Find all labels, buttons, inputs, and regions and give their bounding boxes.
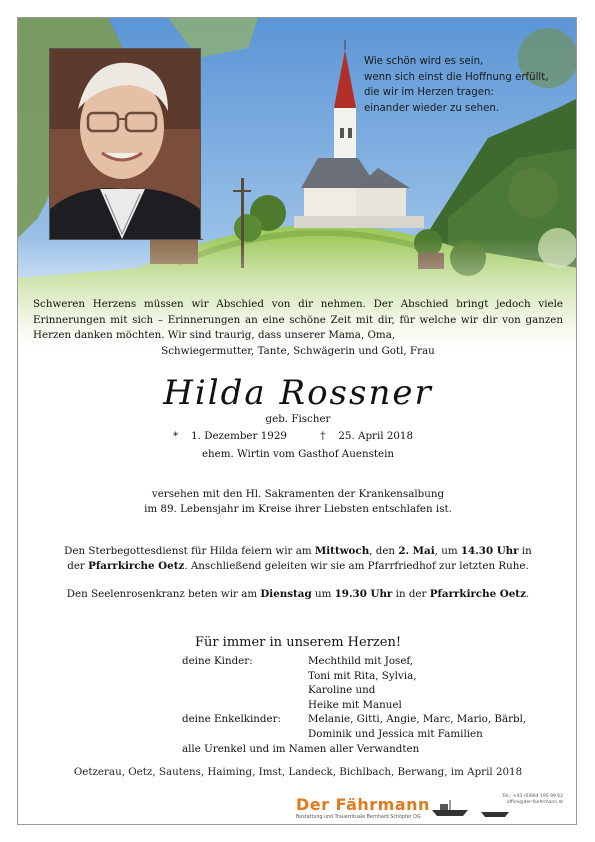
rosary-line: Den Seelenrosenkranz beten wir am Dienstag um 19.30 Uhr in der Pfarrkirche Oetz. <box>66 588 530 600</box>
child-entry: Mechthild mit Josef, <box>308 655 414 667</box>
occupation: ehem. Wirtin vom Gasthof Auenstein <box>201 448 395 460</box>
life-dates <box>18 430 577 442</box>
funeral-line-1: Den Sterbegottesdienst für Hilda feiern wir am Mittwoch, den 2. Mai, um 14.30 Uhr in <box>64 545 532 557</box>
mourners-heading: Für immer in unserem Herzen! <box>194 635 402 650</box>
maiden-name: geb. Fischer <box>265 413 331 425</box>
grandchild-entry: Dominik und Jessica mit Familien <box>308 727 483 740</box>
contact-line: Tel.: +43 (0)664 195 99 62 <box>502 794 563 799</box>
poem-line: Wie schön wird es sein, <box>364 56 484 67</box>
birth-date: * 1. Dezember 1929 <box>172 430 287 442</box>
poem-line: einander wieder zu sehen. <box>364 102 500 114</box>
mourners-list <box>182 654 526 756</box>
grandchildren-row <box>182 712 526 741</box>
sacraments-line-2: im 89. Lebensjahr im Kreise ihrer Liebsten entschlafen ist. <box>144 503 452 515</box>
grandchild-entry: Melanie, Gitti, Angie, Marc, Mario, Bärbl, <box>308 713 527 726</box>
contact-info <box>499 794 563 806</box>
funeral-line-2: der Pfarrkirche Oetz. Anschließend geleiten wir sie am Pfarrfriedhof zur letzten Ruhe. <box>67 560 529 572</box>
poem-line: wenn sich einst die Hoffnung erfüllt, <box>364 71 549 83</box>
poem-line: die wir im Herzen tragen: <box>364 87 494 98</box>
death-symbol: † <box>320 430 326 442</box>
undertaker-logo <box>296 795 430 820</box>
poem <box>364 54 574 116</box>
child-entry: Karoline und <box>308 684 376 697</box>
intro-last-line: Schwiegermutter, Tante, Schwägerin und Gotl, Frau <box>161 344 435 357</box>
ferry-boat-icon <box>430 798 470 822</box>
portrait-photo <box>49 48 201 240</box>
brand-tagline: Bestattung und Trauerrituale Bernhard Schöpfer OG <box>296 815 421 820</box>
others-line: alle Urenkel und im Namen aller Verwandten <box>182 742 420 755</box>
intro-body: Schweren Herzens müssen wir Abschied von dir nehmen. Der Abschied bringt jedoch viele Erinnerungen mit sich – Erinnerungen an eine schöne Zeit mit dir, für welche wir dir von ganzen Herzen danken möchten. Wir sind traurig, dass unserer Mama, Oma, <box>33 298 563 341</box>
contact-line: office@der-faehrmann.at <box>506 800 563 805</box>
birth-symbol: * <box>172 430 179 442</box>
child-entry: Toni mit Rita, Sylvia, <box>308 669 417 682</box>
sacraments-line-1: versehen mit den Hl. Sakramenten der Krankensalbung <box>151 488 445 500</box>
children-row <box>182 654 526 712</box>
intro-text <box>33 297 563 359</box>
grandchildren-label: deine Enkelkinder: <box>182 713 281 726</box>
death-date: † 25. April 2018 <box>320 430 414 442</box>
deceased-name: Hilda Rossner <box>163 373 433 413</box>
brand-name: Der Fährmann <box>296 795 430 814</box>
places-line: Oetzerau, Oetz, Sautens, Haiming, Imst, Landeck, Bichlbach, Berwang, im April 2018 <box>73 766 523 778</box>
children-label: deine Kinder: <box>182 655 253 667</box>
ferry-boat-icon <box>480 804 510 823</box>
parte-card <box>17 17 577 825</box>
child-entry: Heike mit Manuel <box>308 698 402 711</box>
